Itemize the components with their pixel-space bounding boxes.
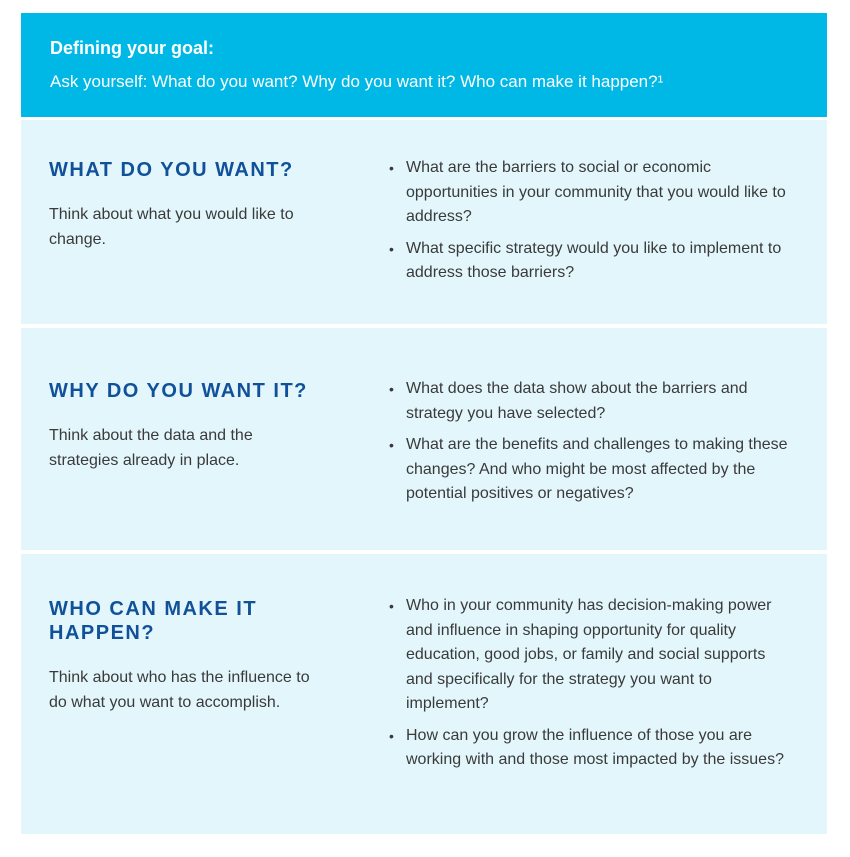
section-why-description: Think about the data and the strategies already in place. — [49, 427, 253, 469]
section-what-description: Think about what you would like to change. — [49, 206, 294, 248]
section-who-title: WHO CAN MAKE IT HAPPEN? — [49, 598, 258, 644]
section-what — [21, 120, 827, 324]
bullet-icon: • — [389, 727, 394, 744]
section-who-left — [49, 597, 349, 715]
header-subtitle: Ask yourself: What do you want? Why do you want it? Who can make it happen?¹ — [50, 72, 664, 91]
bullet-icon: • — [389, 598, 394, 614]
section-why-left — [49, 379, 349, 473]
list-item — [389, 724, 789, 773]
bullet-icon: • — [389, 381, 394, 397]
list-item — [389, 377, 789, 426]
question-text: What does the data show about the barriers and strategy you have selected? — [406, 380, 748, 422]
bullet-icon: • — [389, 160, 394, 176]
question-text: Who in your community has decision-making power and influence in shaping opportunity for quality education, good jobs, or family and social supports and specifically for the strategy you want to implement? — [406, 597, 772, 712]
section-why-title: WHY DO YOU WANT IT? — [49, 380, 308, 402]
section-why — [21, 328, 827, 550]
list-item — [389, 433, 789, 507]
list-item — [389, 156, 789, 230]
section-who — [21, 554, 827, 834]
section-who-questions — [389, 594, 789, 780]
question-text: What specific strategy would you like to implement to address those barriers? — [406, 239, 782, 281]
goal-header — [21, 13, 827, 117]
question-text: What are the benefits and challenges to making these changes? And who might be most affected by the potential positives or negatives? — [406, 436, 788, 502]
list-item — [389, 594, 789, 717]
list-item — [389, 237, 789, 286]
section-what-questions — [389, 156, 789, 293]
header-title: Defining your goal: — [50, 38, 214, 58]
section-what-title: WHAT DO YOU WANT? — [49, 159, 294, 181]
section-what-left — [49, 158, 349, 252]
section-who-description: Think about who has the influence to do what you want to accomplish. — [49, 669, 310, 711]
section-why-questions — [389, 377, 789, 514]
question-text: What are the barriers to social or economic opportunities in your community that you would like to address? — [406, 159, 786, 225]
bullet-icon: • — [389, 240, 394, 257]
bullet-icon: • — [389, 437, 394, 453]
question-text: How can you grow the influence of those you are working with and those most impacted by the issues? — [406, 726, 784, 768]
